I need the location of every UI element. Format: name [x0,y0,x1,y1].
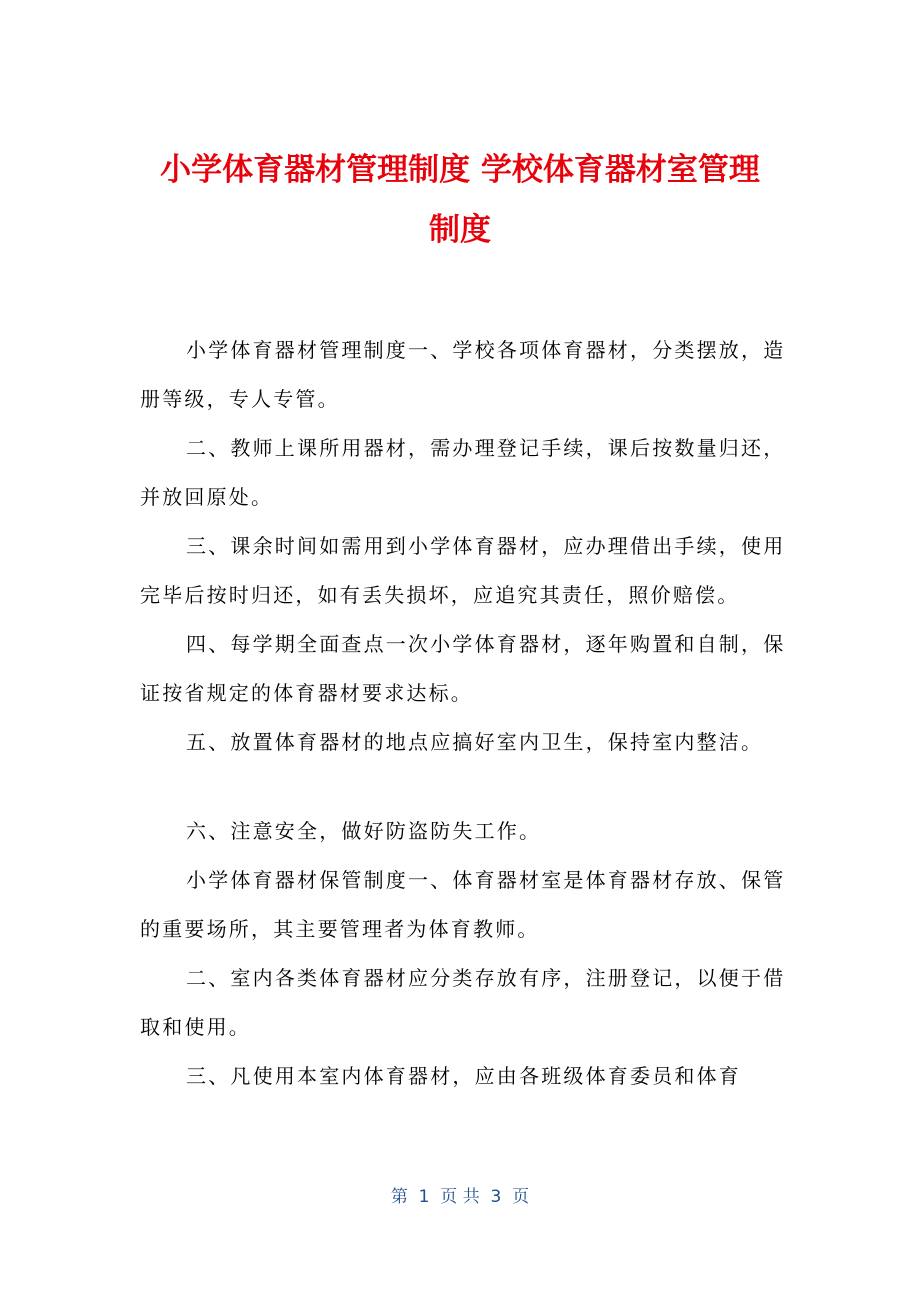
paragraph: 三、课余时间如需用到小学体育器材，应办理借出手续，使用完毕后按时归还，如有丢失损坏，应追究其责任，照价赔偿。 [140,534,786,607]
paragraph: 三、凡使用本室内体育器材，应由各班级体育委员和体育 [186,1064,741,1088]
paragraph: 小学体育器材保管制度一、体育器材室是体育器材存放、保管的重要场所，其主要管理者为体育教师。 [140,868,786,941]
document-body [140,326,790,1101]
page-number: 第 1 页 共 3 页 [390,1187,530,1207]
paragraph: 五、放置体育器材的地点应搞好室内卫生，保持室内整洁。 [186,730,764,754]
paragraph: 四、每学期全面查点一次小学体育器材，逐年购置和自制，保证按省规定的体育器材要求达标。 [140,632,786,705]
paragraph: 二、教师上课所用器材，需办理登记手续，课后按数量归还，并放回原处。 [140,436,786,509]
paragraph: 二、室内各类体育器材应分类存放有序，注册登记，以便于借取和使用。 [140,966,786,1039]
title-line-1: 小学体育器材管理制度 学校体育器材室管理 [160,152,760,188]
paragraph: 六、注意安全，做好防盗防失工作。 [186,819,542,843]
paragraph: 小学体育器材管理制度一、学校各项体育器材，分类摆放，造册等级，专人专管。 [140,338,786,411]
document-title [0,140,920,260]
title-line-2: 制度 [429,212,491,248]
